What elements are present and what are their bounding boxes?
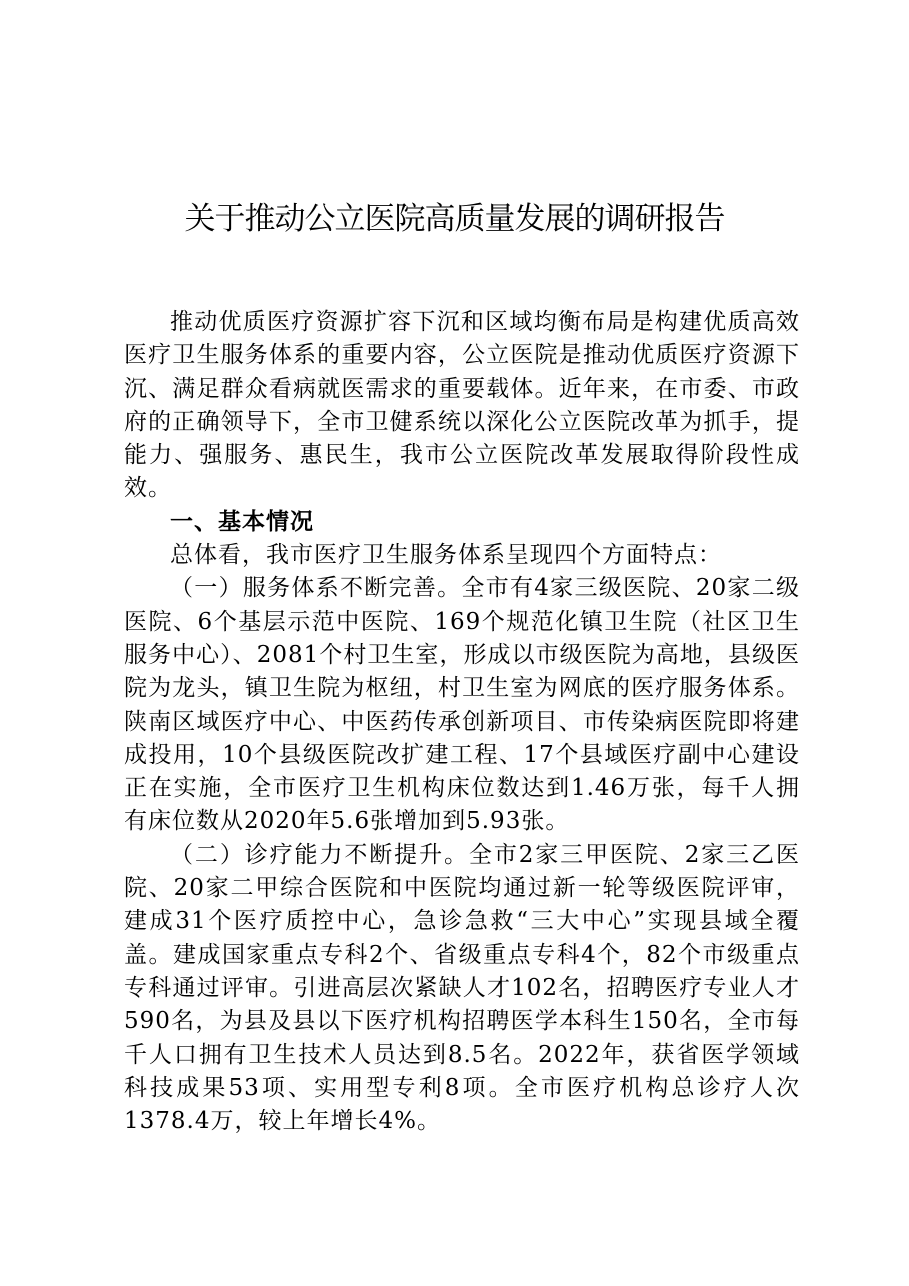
item-paragraph-2 [124, 839, 800, 1139]
report-body [124, 306, 800, 1138]
section-heading: 一、基本情况 [170, 508, 314, 535]
intro-paragraph: 推动优质医疗资源扩容下沉和区域均衡布局是构建优质高效医疗卫生服务体系的重要内容，公立医院是推动优质医疗资源下沉、满足群众看病就医需求的重要载体。近年来，在市委、市政府的正确领导下，全市卫健系统以深化公立医院改革为抓手，提能力、强服务、惠民生，我市公立医院改革发展取得阶段性成效。 [124, 309, 800, 502]
page-title: 关于推动公立医院高质量发展的调研报告 [184, 201, 725, 237]
item-text: 全市有4家三级医院、20家二级医院、6个基层示范中医院、169个规范化镇卫生院（社区卫生服务中心）、2081个村卫生室，形成以市级医院为高地，县级医院为龙头，镇卫生院为枢纽，村卫生室为网底的医疗服务体系。陕南区域医疗中心、中医药传承创新项目、市传染病医院即将建成投用，10个县级医院改扩建工程、17个县域医疗副中心建设正在实施，全市医疗卫生机构床位数达到1.46万张，每千人拥有床位数从2020年5.6张增加到5.93张。 [124, 575, 800, 835]
item-text: 全市2家三甲医院、2家三乙医院、20家二甲综合医院和中医院均通过新一轮等级医院评审，建成31个医疗质控中心，急诊急救“三大中心”实现县域全覆盖。建成国家重点专科2个、省级重点专科4个，82个市级重点专科通过评审。引进高层次紧缺人才102名，招聘医疗专业人才590名，为县及县以下医疗机构招聘医学本科生150名，全市每千人口拥有卫生技术人员达到8.5名。2022年，获省医学领域科技成果53项、实用型专利8项。全市医疗机构总诊疗人次1378.4万，较上年增长4%。 [124, 841, 800, 1135]
item-paragraph-1 [124, 572, 800, 838]
item-lead: （一）服务体系不断完善。 [170, 575, 462, 602]
item-lead: （二）诊疗能力不断提升。 [170, 841, 469, 868]
overview-paragraph: 总体看，我市医疗卫生服务体系呈现四个方面特点： [170, 542, 722, 569]
